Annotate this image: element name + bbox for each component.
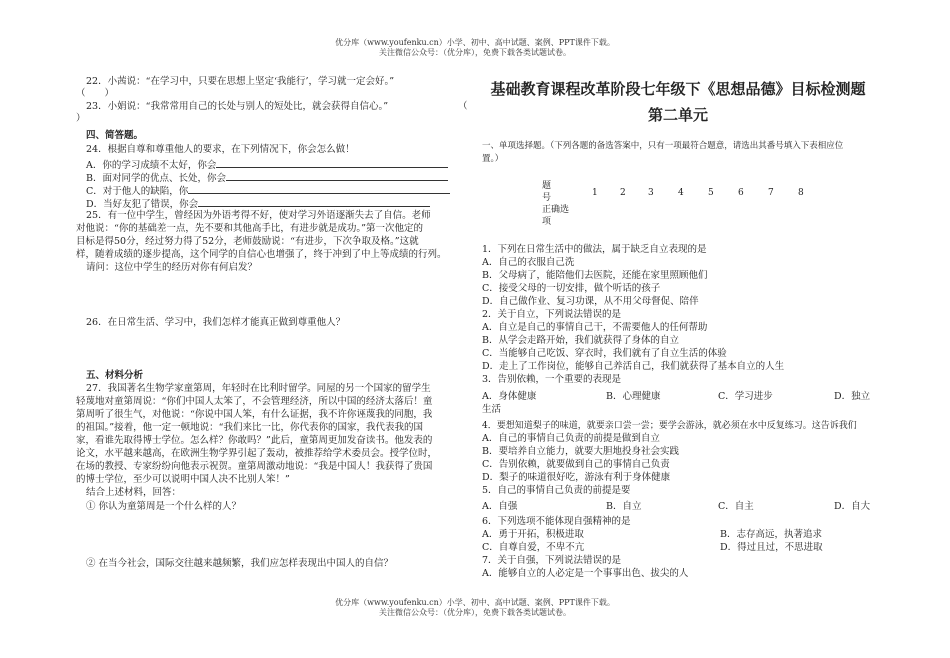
q24-answer-line-b[interactable] [226,170,448,181]
table-qnum: 5 [708,188,714,198]
q3-option-d-cont: 生活 [482,404,502,415]
section-5-heading: 五、材料分析 [86,370,144,381]
q27-prompt: 结合上述材料，回答： [86,487,182,498]
table-qnum: 4 [678,188,684,198]
q24-text: 24．根据自尊和尊重他人的要求，在下列情况下，你会怎么做！ [86,144,355,155]
q24-option-a-label: A．你的学习成绩不太好，你会 [86,160,217,171]
section-1-heading-line-2: 置。） [482,154,504,164]
q25-line-4: 样，随着成绩的逐步提高，这个同学的自信心也增强了，终于冲到了中上等成绩的行列。 [76,249,447,260]
q4-option-c: C．告别依赖，就要做到自己的事情自己负责 [482,459,670,470]
q4-text: 4．要想知道梨子的味道，就要亲口尝一尝；要学会游泳，就必须在水中反复练习。这告诉我们 [482,421,857,431]
header-line-2: 关注微信公众号：（优分库），免费下载各类试题试卷。 [379,48,571,57]
q1-option-d: D．自己做作业、复习功课，从不用父母督促、陪伴 [482,296,699,307]
q27-line-2: 轻蔑地对童第周说：“你们中国人太笨了，不会管理经济，所以中国的经济太落后！童 [76,396,433,407]
q25-line-1: 25．有一位中学生，曾经因为外语考得不好，使对学习外语逐渐失去了自信。老师 [86,210,431,221]
exam-title: 基础教育课程改革阶段七年级下《思想品德》目标检测题 [490,80,866,98]
q2-option-d: D．走上了工作岗位，能够自己养活自己，我们就获得了基本自立的人生 [482,361,785,372]
q27-subquestion-2: ② 在当今社会，国际交往越来越频繁，我们应怎样表现出中国人的自信？ [86,558,394,569]
section-1-heading-line-1: 一、单项选择题。（下列各题的备选答案中，只有一项最符合题意，请选出其番号填入下表相应位 [482,141,844,151]
table-qnum: 1 [592,188,598,198]
q23-paren-open: （ [458,101,468,112]
q27-line-8: 的博士学位，至少可以说明中国人决不比别人笨！” [76,474,290,485]
q24-option-d [86,196,430,211]
q24-option-d-label: D．当好友犯了错误，你会 [86,199,199,210]
q1-option-a: A．自己的衣服自己洗 [482,257,575,268]
q25-question: 请问：这位中学生的经历对你有何启发？ [86,262,258,273]
q6-option-b: B．志存高远，执著追求 [720,529,822,540]
table-header-answer-2: 项 [542,217,552,227]
q1-option-b: B．父母病了，能陪他们去医院，还能在家里照顾他们 [482,270,708,281]
q27-line-7: 在场的教授、专家纷纷向他表示祝贺。童第周激动地说：“我是中国人！我获得了贵国 [76,461,433,472]
q27-line-4: 的祖国。”接着，他一定一顿地说：“我们来比一比，你代表你的国家，我代表我的国 [76,422,423,433]
q23-paren-close: ） [76,113,86,124]
unit-title: 第二单元 [647,106,708,124]
header-line-1: 优分库（www.youfenku.cn）小学、初中、高中试题、案例、PPT课件下载。 [335,38,615,47]
q1-text: 1．下列在日常生活中的做法，属于缺乏自立表现的是 [482,244,707,255]
q2-option-a: A．自立是自己的事情自己干，不需要他人的任何帮助 [482,322,708,333]
q27-line-6: 论文，水平越来越高，在欧洲生物学界引起了轰动，被推荐给学术委员会。授学位时， [76,448,438,459]
table-qnum: 6 [738,188,744,198]
section-4-heading: 四、简答题。 [86,130,144,141]
q2-option-c: C．当能够自己吃饭、穿衣时，我们就有了自立生活的体验 [482,348,727,359]
q23-text: 23．小娟说：“我常常用自己的长处与别人的短处比，就会获得自信心。” [86,101,389,112]
q24-answer-line-a[interactable] [216,157,448,168]
table-qnum: 3 [648,188,654,198]
q3-text: 3．告别依赖，一个重要的表现是 [482,374,622,385]
table-qnum: 2 [620,188,626,198]
q3-option-a: A．身体健康 [482,391,537,402]
q6-option-a: A．勇于开拓，积极进取 [482,529,584,540]
table-header-qnum-1: 题 [542,181,552,191]
q5-option-a: A．自强 [482,501,518,512]
q4-option-d: D．梨子的味道很好吃，游泳有利于身体健康 [482,472,671,483]
q27-subquestion-1: ① 你认为童第周是一个什么样的人？ [86,501,242,512]
q2-option-b: B．从学会走路开始，我们就获得了身体的自立 [482,335,679,346]
q5-text: 5．自己的事情自己负责的前提是要 [482,485,631,496]
page-header [0,38,950,58]
q7-text: 7．关于自强，下列说法错误的是 [482,555,622,566]
q27-line-5: 家，看谁先取得博士学位。怎么样？你敢吗？”此后，童第周更加发奋读书。他发表的 [76,435,433,446]
q6-text: 6．下列选项不能体现自强精神的是 [482,516,631,527]
q1-option-c: C．接受父母的一切安排，做个听话的孩子 [482,283,661,294]
q25-line-3: 目标是得50分，经过努力得了52分，老师鼓励说：“有进步，下次争取及格。”这就 [76,236,419,247]
q5-option-b: B．自立 [606,501,642,512]
q4-option-a: A．自己的事情自己负责的前提是做到自立 [482,433,660,444]
q22-paren: （ ） [76,88,115,99]
q3-option-c: C．学习进步 [718,391,773,402]
q2-text: 2．关于自立，下列说法错误的是 [482,309,622,320]
q24-option-c-label: C．对于他人的缺陷，你 [86,186,189,197]
table-qnum: 7 [768,188,774,198]
q3-option-b: B．心理健康 [606,391,661,402]
q27-line-3: 第周听了很生气，对他说：“你说中国人笨，有什么证据，我不许你诬蔑我的同胞，我 [76,409,433,420]
page-footer [0,598,950,618]
q25-line-2: 对他说：“你的基础差一点，先不要和其他高手比，有进步就是成功。”第一次他定的 [76,223,423,234]
q27-line-1: 27．我国著名生物学家童第周，年轻时在比利时留学。同屋的另一个国家的留学生 [86,383,431,394]
table-header-qnum-2: 号 [542,193,552,203]
q6-option-c: C．自尊自爱，不卑不亢 [482,542,585,553]
q26-text: 26．在日常生活、学习中，我们怎样才能真正做到尊重他人？ [86,317,346,328]
q5-option-d: D．自大 [834,501,871,512]
footer-line-2: 关注微信公众号：（优分库），免费下载各类试题试卷。 [379,608,571,617]
table-qnum: 8 [798,188,804,198]
q6-option-d: D．得过且过，不思进取 [720,542,823,553]
q3-option-d: D．独立 [834,391,871,402]
q24-answer-line-d[interactable] [198,196,430,207]
q7-option-a: A．能够自立的人必定是一个事事出色、拔尖的人 [482,568,689,579]
q5-option-c: C．自主 [718,501,754,512]
q24-answer-line-c[interactable] [188,183,450,194]
footer-line-1: 优分库（www.youfenku.cn）小学、初中、高中试题、案例、PPT课件下载。 [335,598,615,607]
q24-option-b-label: B．面对同学的优点、长处，你会 [86,173,226,184]
q22-text: 22．小茜说：“在学习中，只要在思想上坚定‘我能行’，学习就一定会好。” [86,76,395,87]
table-header-answer-1: 正确选 [542,205,570,215]
q4-option-b: B．要培养自立能力，就要大胆地投身社会实践 [482,446,679,457]
